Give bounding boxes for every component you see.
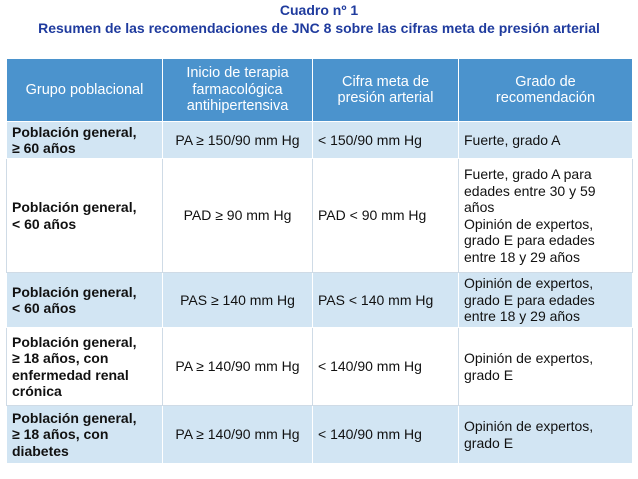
therapy-start-cell: PA ≥ 140/90 mm Hg xyxy=(163,406,313,464)
table-row xyxy=(7,328,633,406)
table-row xyxy=(7,273,633,328)
table-row xyxy=(7,122,633,159)
grade-cell: Opinión de expertos, grado E xyxy=(459,328,633,406)
col-header-goal: Cifra meta de presión arterial xyxy=(313,59,459,122)
table-number: Cuadro nº 1 xyxy=(279,2,359,18)
table-row xyxy=(7,159,633,273)
goal-cell: < 150/90 mm Hg xyxy=(313,122,459,159)
col-header-therapy-start: Inicio de terapia farmacológica antihipertensiva xyxy=(163,59,313,122)
goal-cell: < 140/90 mm Hg xyxy=(313,406,459,464)
goal-cell: PAS < 140 mm Hg xyxy=(313,273,459,328)
group-cell: Población general, < 60 años xyxy=(7,159,163,273)
goal-cell: PAD < 90 mm Hg xyxy=(313,159,459,273)
col-header-grade: Grado de recomendación xyxy=(459,59,633,122)
group-cell: Población general, ≥ 18 años, con diabetes xyxy=(7,406,163,464)
therapy-start-cell: PAD ≥ 90 mm Hg xyxy=(163,159,313,273)
header-row xyxy=(7,59,633,122)
therapy-start-cell: PA ≥ 140/90 mm Hg xyxy=(163,328,313,406)
recommendations-table xyxy=(6,58,633,464)
therapy-start-cell: PAS ≥ 140 mm Hg xyxy=(163,273,313,328)
group-cell: Población general, ≥ 60 años xyxy=(7,122,163,159)
group-cell: Población general, ≥ 18 años, con enfermedad renal crónica xyxy=(7,328,163,406)
therapy-start-cell: PA ≥ 150/90 mm Hg xyxy=(163,122,313,159)
grade-cell: Fuerte, grado A xyxy=(459,122,633,159)
grade-cell: Opinión de expertos, grado E para edades entre 18 y 29 años xyxy=(459,273,633,328)
col-header-group: Grupo poblacional xyxy=(7,59,163,122)
table-title: Resumen de las recomendaciones de JNC 8 sobre las cifras meta de presión arterial xyxy=(38,20,600,36)
group-cell: Población general, < 60 años xyxy=(7,273,163,328)
grade-cell: Fuerte, grado A para edades entre 30 y 59 años Opinión de expertos, grado E para edades entre 18 y 29 años xyxy=(459,159,633,273)
grade-cell: Opinión de expertos, grado E xyxy=(459,406,633,464)
goal-cell: < 140/90 mm Hg xyxy=(313,328,459,406)
table-row xyxy=(7,406,633,464)
